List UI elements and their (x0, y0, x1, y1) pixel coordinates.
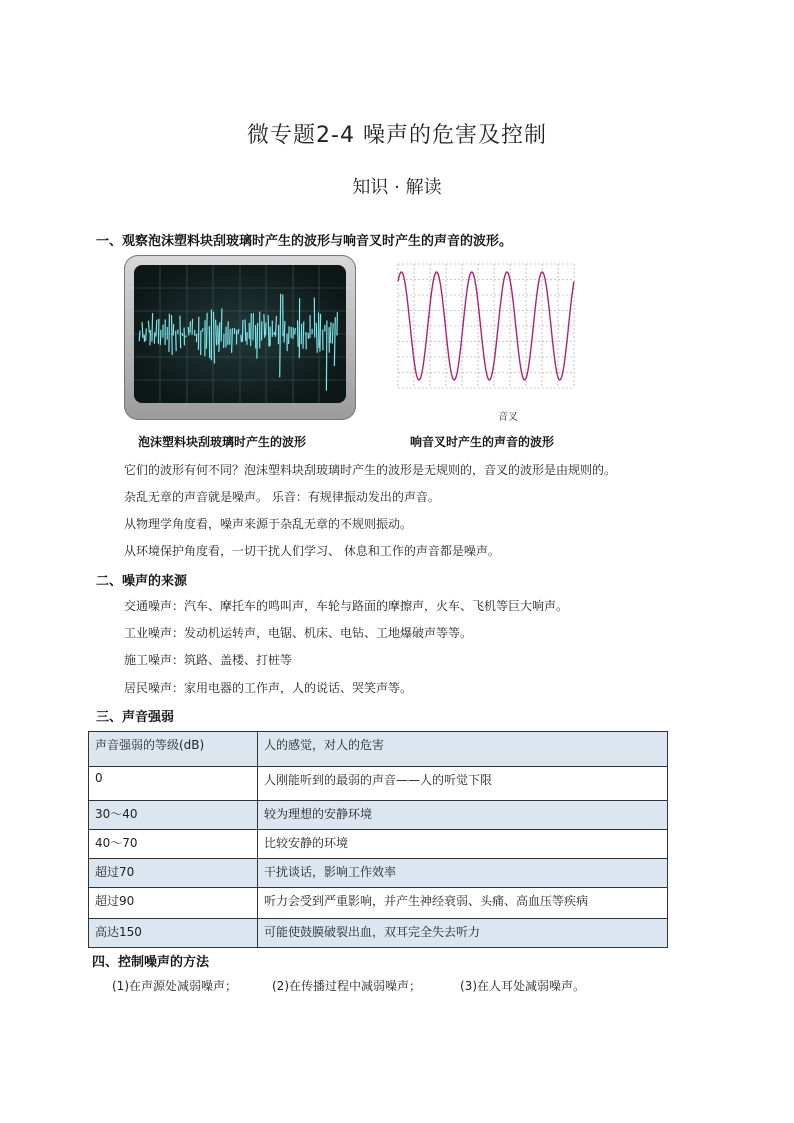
table-cell: 较为理想的安静环境 (258, 801, 668, 830)
method-item: (2)在传播过程中减弱噪声； (272, 979, 421, 993)
noise-source-line: 工业噪声：发动机运转声，电锯、机床、电钻、工地爆破声等等。 (124, 626, 473, 640)
table-row (89, 888, 668, 919)
tuning-fork-waveform-image (396, 262, 576, 392)
noise-source-line: 交通噪声：汽车、摩托车的鸣叫声，车轮与路面的摩擦声，火车、飞机等巨大响声。 (124, 599, 569, 613)
table-cell: 超过90 (89, 888, 258, 919)
table-row (89, 767, 668, 801)
paragraph-line: 从物理学角度看，噪声来源于杂乱无章的不规则振动。 (124, 517, 413, 531)
caption-fork-waveform: 响音叉时产生的声音的波形 (410, 435, 555, 449)
table-cell: 听力会受到严重影响，并产生神经衰弱、头痛、高血压等疾病 (258, 888, 668, 919)
noise-source-line: 施工噪声：筑路、盖楼、打桩等 (124, 653, 293, 667)
oscilloscope-screen (134, 265, 346, 403)
table-cell: 比较安静的环境 (258, 830, 668, 859)
page-title: 微专题2-4 噪声的危害及控制 (247, 123, 547, 148)
table-cell: 人的感觉，对人的危害 (258, 732, 668, 767)
caption-noise-waveform: 泡沫塑料块刮玻璃时产生的波形 (138, 435, 307, 449)
paragraph-line: 杂乱无章的声音就是噪声。 乐音：有规律振动发出的声音。 (124, 490, 440, 504)
sound-level-table (88, 731, 668, 948)
tuning-fork-label: 音叉 (498, 412, 518, 423)
section3-heading: 三、声音强弱 (96, 710, 175, 725)
table-cell: 人刚能听到的最弱的声音——人的听觉下限 (258, 767, 668, 801)
table-cell: 声音强弱的等级(dB) (89, 732, 258, 767)
table-cell: 高达150 (89, 919, 258, 948)
section1-heading: 一、观察泡沫塑料块刮玻璃时产生的波形与响音叉时产生的声音的波形。 (96, 234, 513, 249)
section4-heading: 四、控制噪声的方法 (92, 955, 210, 970)
paragraph-line: 它们的波形有何不同？泡沫塑料块刮玻璃时产生的波形是无规则的，音叉的波形是由规则的。 (124, 463, 617, 477)
table-cell: 干扰谈话，影响工作效率 (258, 859, 668, 888)
table-row (89, 732, 668, 767)
table-cell: 0 (89, 767, 258, 801)
oscilloscope-image (124, 255, 356, 420)
table-row (89, 801, 668, 830)
paragraph-line: 从环境保护角度看，一切干扰人们学习、 休息和工作的声音都是噪声。 (124, 544, 500, 558)
table-row (89, 859, 668, 888)
method-item: (3)在人耳处减弱噪声。 (460, 979, 585, 993)
method-item: (1)在声源处减弱噪声； (112, 979, 237, 993)
table-row (89, 919, 668, 948)
noise-waveform (134, 265, 346, 403)
table-row (89, 830, 668, 859)
table-cell: 超过70 (89, 859, 258, 888)
table-cell: 可能使鼓膜破裂出血，双耳完全失去听力 (258, 919, 668, 948)
noise-source-line: 居民噪声：家用电器的工作声，人的说话、哭笑声等。 (124, 681, 413, 695)
noise-signal (139, 294, 337, 391)
table-cell: 40～70 (89, 830, 258, 859)
page-subtitle: 知识 · 解读 (352, 177, 442, 198)
table-cell: 30～40 (89, 801, 258, 830)
section2-heading: 二、噪声的来源 (96, 574, 188, 589)
